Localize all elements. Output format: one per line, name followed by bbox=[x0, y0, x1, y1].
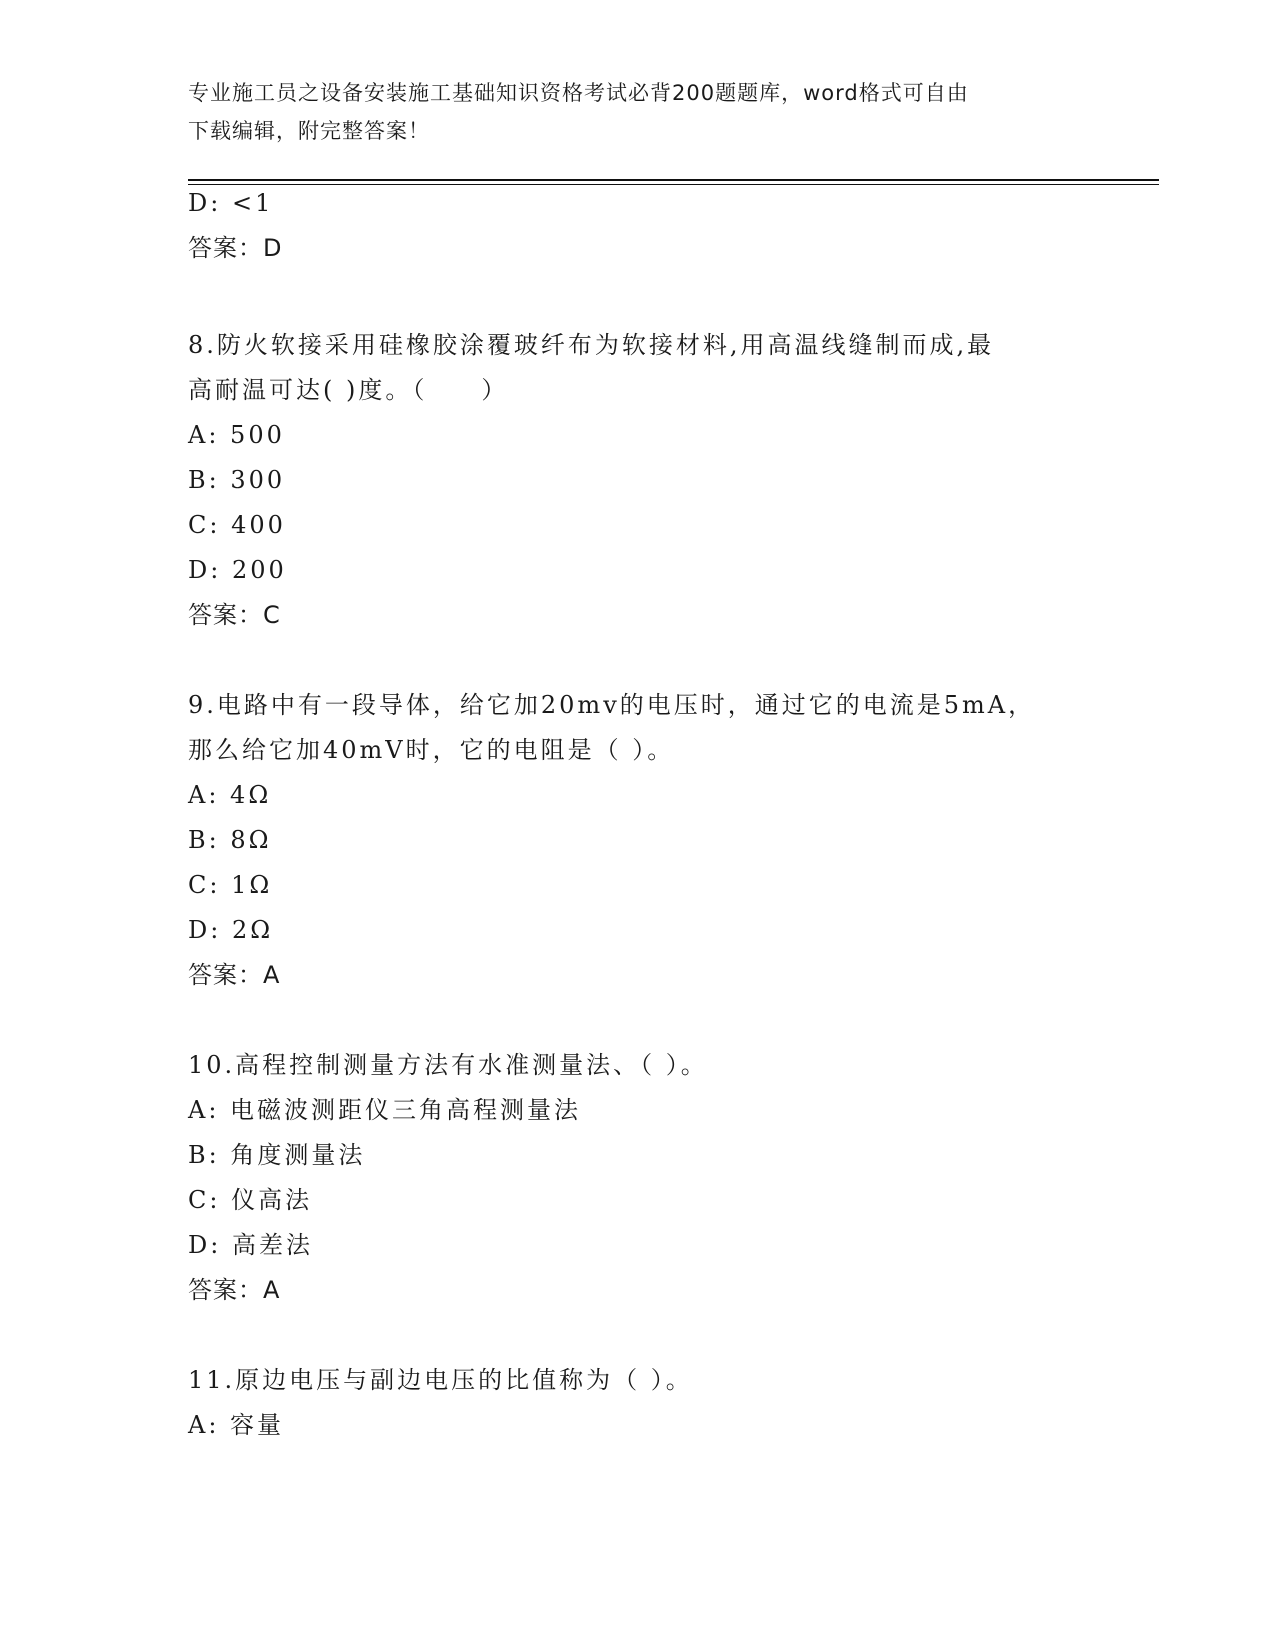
q10-option-c: C: 仪高法 bbox=[188, 1186, 313, 1214]
header-divider-thin bbox=[188, 184, 1159, 185]
q10-answer: 答案：A bbox=[188, 1276, 281, 1304]
q10-option-a: A: 电磁波测距仪三角高程测量法 bbox=[188, 1096, 582, 1124]
q9-stem-line-2: 那么给它加40mV时，它的电阻是（ ）。 bbox=[188, 736, 675, 764]
q9-answer: 答案：A bbox=[188, 961, 281, 989]
q9-option-b: B: 8Ω bbox=[188, 826, 272, 854]
q11-stem-line-1: 11.原边电压与副边电压的比值称为（ ）。 bbox=[188, 1366, 693, 1394]
q8-stem-line-2: 高耐温可达( )度。（ ） bbox=[188, 376, 509, 404]
q9-option-d: D: 2Ω bbox=[188, 916, 274, 944]
q10-option-b: B: 角度测量法 bbox=[188, 1141, 366, 1169]
q9-stem-line-1: 9.电路中有一段导体，给它加20mv的电压时，通过它的电流是5mA， bbox=[188, 691, 1036, 719]
q8-option-a: A: 500 bbox=[188, 421, 285, 449]
q10-stem-line-1: 10.高程控制测量方法有水准测量法、（ ）。 bbox=[188, 1051, 708, 1079]
q8-option-d: D: 200 bbox=[188, 556, 287, 584]
document-header bbox=[188, 74, 1088, 150]
q8-option-c: C: 400 bbox=[188, 511, 286, 539]
header-line-2: 下载编辑，附完整答案！ bbox=[188, 119, 430, 143]
prev-answer: 答案：D bbox=[188, 234, 283, 262]
q8-stem-line-1: 8.防火软接采用硅橡胶涂覆玻纤布为软接材料,用高温线缝制而成,最 bbox=[188, 331, 995, 359]
q10-option-d: D: 高差法 bbox=[188, 1231, 313, 1259]
header-divider-thick bbox=[188, 179, 1159, 181]
q9-option-a: A: 4Ω bbox=[188, 781, 272, 809]
q11-option-a: A: 容量 bbox=[188, 1411, 285, 1439]
prev-option-d: D: <1 bbox=[188, 189, 274, 217]
q8-option-b: B: 300 bbox=[188, 466, 286, 494]
q9-option-c: C: 1Ω bbox=[188, 871, 273, 899]
header-line-1: 专业施工员之设备安装施工基础知识资格考试必背200题题库，word格式可自由 bbox=[188, 81, 969, 105]
q8-answer: 答案：C bbox=[188, 601, 281, 629]
